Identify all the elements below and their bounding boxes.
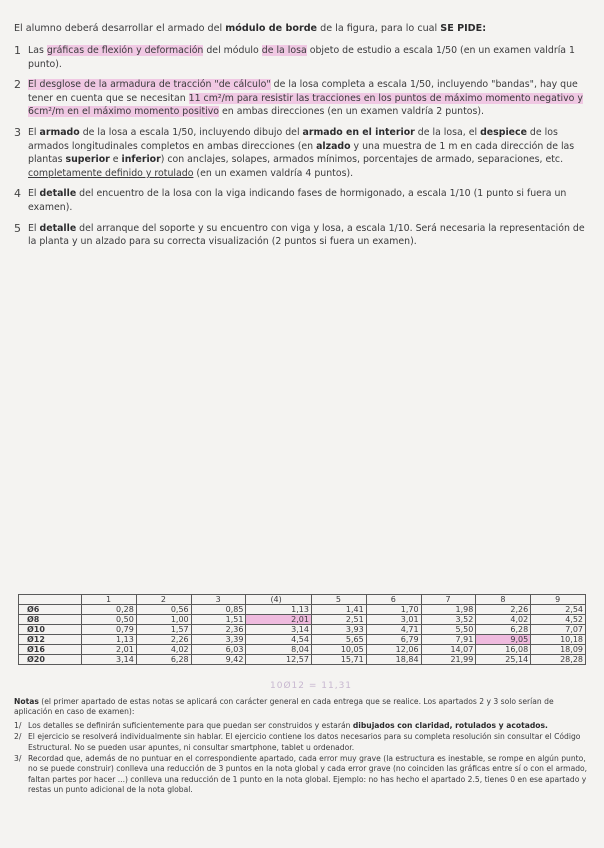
item-number: 2 [14, 78, 21, 92]
table-row: Ø10 0,79 1,57 2,36 3,14 3,93 4,71 5,50 6,28 7,07 [19, 625, 586, 635]
intro-text-2: de la figura, para lo cual [317, 23, 441, 34]
table-header: 7 [421, 595, 476, 605]
handwritten-note: 10Ø12 = 11,31 [270, 681, 353, 691]
table-row: Ø6 0,28 0,56 0,85 1,13 1,41 1,70 1,98 2,26 2,54 [19, 605, 586, 615]
table-row: Ø20 3,14 6,28 9,42 12,57 15,71 18,84 21,99 25,14 28,28 [19, 655, 586, 665]
highlight: de la losa [261, 45, 307, 56]
table-header: 8 [476, 595, 531, 605]
intro-paragraph [14, 22, 589, 35]
table-header-row [19, 595, 586, 605]
highlight: gráficas de flexión y deformación [46, 45, 204, 56]
highlighted-cell: 2,01 [246, 615, 311, 625]
item-number: 4 [14, 187, 21, 201]
table-row: Ø12 1,13 2,26 3,39 4,54 5,65 6,79 7,91 9,05 10,18 [19, 635, 586, 645]
highlight: El desglose de la armadura de tracción "de cálculo" [28, 79, 271, 91]
intro-bold-module: módulo de borde [225, 23, 318, 34]
item-number: 5 [14, 221, 21, 235]
rebar-area-table [18, 594, 586, 665]
notes-section [14, 697, 590, 797]
note-item-1: 1/ Los detalles se definirán suficientemente para que puedan ser construidos y estarán dibujados con claridad, rotulados y acotados. [14, 720, 548, 730]
item-number: 3 [14, 125, 21, 139]
table-header: (4) [246, 595, 311, 605]
item-number: 1 [14, 44, 21, 57]
highlighted-cell: 9,05 [476, 635, 531, 645]
intro-bold-pide: SE PIDE: [440, 23, 487, 34]
table-header: 9 [531, 595, 586, 605]
table-header: 1 [82, 595, 137, 605]
intro-text: El alumno deberá desarrollar el armado del [14, 23, 226, 34]
table-row: Ø16 2,01 4,02 6,03 8,04 10,05 12,06 14,07 16,08 18,09 [19, 645, 586, 655]
note-item-2: 2/ El ejercicio se resolverá individualmente sin hablar. El ejercicio contiene los datos necesarios para su completa resolución sin consultar el Código Estructural. No se pueden usar apuntes, ni consultar smartphone, tablet u ordenador. [14, 732, 581, 752]
table-header: 6 [366, 595, 421, 605]
requirements-list [14, 44, 592, 256]
requirement-item-5: 5 El detalle del arranque del soporte y su encuentro con viga y losa, a escala 1/10. Será necesaria la representación de la planta y un alzado para su correcta visualización (2 puntos si fuera un examen). [14, 221, 585, 248]
highlight: 11 cm²/m para resistir las tracciones en los puntos de máximo momento negativo y 6cm²/m en el máximo momento positivo [28, 92, 583, 118]
requirement-item-4: 4 El detalle del encuentro de la losa con la viga indicando fases de hormigonado, a escala 1/10 (1 punto si fuera un examen). [14, 187, 567, 213]
underlined-text: completamente definido y rotulado [28, 167, 194, 179]
table-header: 3 [191, 595, 246, 605]
requirement-item-2: 2 El desglose de la armadura de tracción "de cálculo" de la losa completa a escala 1/50, incluyendo "bandas", hay que tener en cuenta que se necesitan 11 cm²/m para resistir las tracciones en los puntos de máximo momento negativo y 6cm²/m en el máximo momento positivo en ambas direcciones (en un examen valdría 2 puntos). [14, 78, 583, 118]
note-item-3: 3/ Recordad que, además de no puntuar en el correspondiente apartado, cada error muy grave (la estructura es inestable, se rompe en algún punto, no se puede construir) conlleva una reducción de 3 puntos en la nota global y cada error grave (no coinciden las gráficas entre sí o con el armado, faltan partes por hacer ...) conlleva una reducción de 1 punto en la nota global. Ejemplo: no has hecho el apartado 2.5, tienes 0 en ese apartado y restas un punto adicional de la nota global. [14, 754, 588, 795]
table-row: Ø8 0,50 1,00 1,51 2,01 2,51 3,01 3,52 4,02 4,52 [19, 615, 586, 625]
requirement-item-3: 3 El armado de la losa a escala 1/50, incluyendo dibujo del armado en el interior de la losa, el despiece de los armados longitudinales completos en ambas direcciones (en alzado y una muestra de 1 m en cada dirección de las plantas superior e inferior) con anclajes, solapes, armados mínimos, porcentajes de armado, separaciones, etc. completamente definido y rotulado (en un examen valdría 4 puntos). [14, 125, 575, 179]
table-header: 5 [311, 595, 366, 605]
notes-heading: Notas (el primer apartado de estas notas se aplicará con carácter general en cada entrega que se realice. Los apartados 2 y 3 solo serían de aplicación en caso de examen): [14, 697, 554, 717]
table-header: 2 [136, 595, 191, 605]
requirement-item-1: 1 Las gráficas de flexión y deformación del módulo de la losa objeto de estudio a escala 1/50 (en un examen valdría 1 punto). [14, 44, 575, 70]
